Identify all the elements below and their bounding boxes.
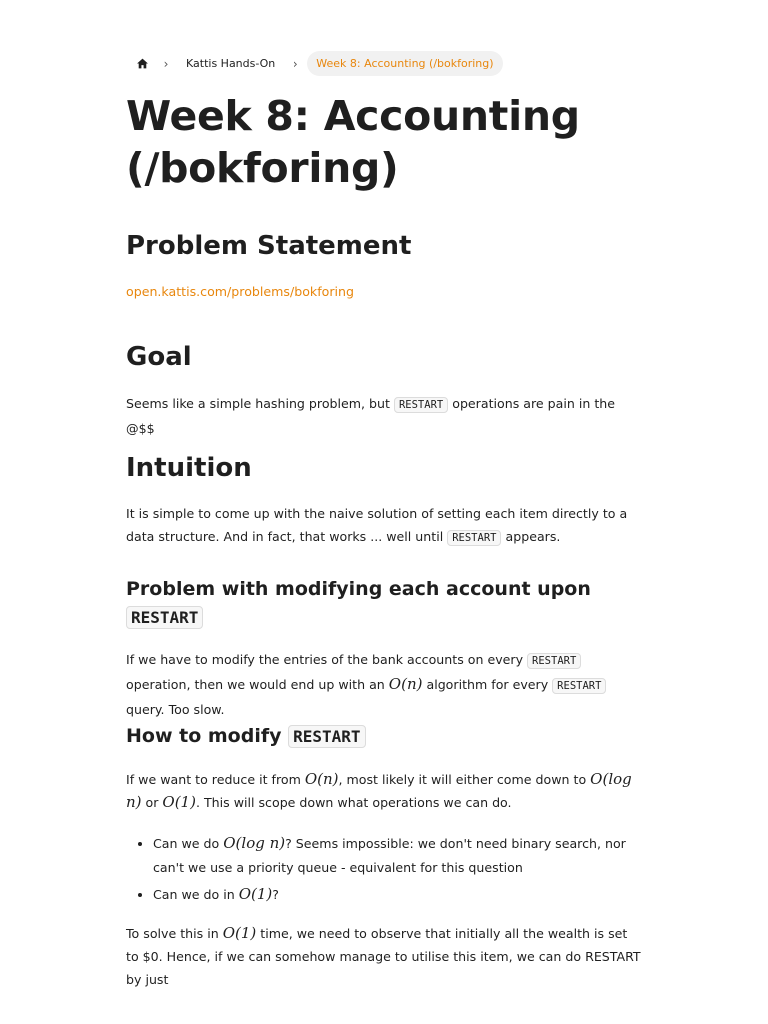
page-title-line2: (/bokforing) xyxy=(126,144,399,192)
modifying-text-part2: operation, then we would end up with an xyxy=(126,677,389,692)
list-item xyxy=(153,882,641,907)
math-expression: O(1) xyxy=(162,793,196,811)
bullet-text-before: Can we do xyxy=(153,836,224,851)
heading-how-to-modify xyxy=(126,722,366,751)
inline-code: RESTART xyxy=(552,678,606,694)
heading-problem-with-modifying xyxy=(126,575,641,632)
bullet-text-after: ? xyxy=(272,887,279,902)
math-expression: O(log n) xyxy=(126,770,632,811)
modifying-text-part3: algorithm for every xyxy=(422,677,553,692)
list-item xyxy=(153,831,641,880)
chevron-right-icon: › xyxy=(292,56,298,71)
modifying-text-part4: query. Too slow. xyxy=(126,702,225,717)
problem-link[interactable]: open.kattis.com/problems/bokforing xyxy=(126,284,354,299)
final-text xyxy=(126,922,641,991)
modifying-text-part1: If we have to modify the entries of the bank accounts on every xyxy=(126,652,528,667)
heading-inline-code: RESTART xyxy=(288,725,365,748)
math-expression: O(1) xyxy=(222,924,257,942)
home-icon-glyph xyxy=(136,57,149,70)
math-expression: O(log n) xyxy=(223,834,286,852)
how-to-text-part4: . This will scope down what operations we can do. xyxy=(195,795,512,810)
goal-text-after: operations are pain in the @$$ xyxy=(126,396,615,436)
math-expression: O(n) xyxy=(304,770,339,788)
goal-text xyxy=(126,392,641,440)
modifying-text xyxy=(126,648,641,721)
home-icon[interactable] xyxy=(130,52,154,76)
intuition-text-before: It is simple to come up with the naive solution of setting each item directly to a data structure. And in fact, that works ... well until xyxy=(126,506,628,544)
page-title xyxy=(126,90,580,194)
heading-goal: Goal xyxy=(126,342,192,372)
how-to-text xyxy=(126,768,641,814)
intuition-text xyxy=(126,502,641,550)
heading-inline-code: RESTART xyxy=(126,606,203,629)
bullet-list xyxy=(126,831,641,909)
heading-how-to-text: How to modify xyxy=(126,725,282,747)
heading-intuition: Intuition xyxy=(126,453,252,483)
inline-code: RESTART xyxy=(527,653,581,669)
math-expression: O(n) xyxy=(388,675,423,693)
chevron-right-icon: › xyxy=(163,56,169,71)
breadcrumb-item-kattis-hands-on[interactable]: Kattis Hands-On xyxy=(186,57,276,70)
intuition-text-after: appears. xyxy=(501,529,561,544)
how-to-text-part1: If we want to reduce it from xyxy=(126,772,305,787)
final-text-before: To solve this in xyxy=(126,926,223,941)
page-title-line1: Week 8: Accounting xyxy=(126,92,580,140)
how-to-text-part2: , most likely it will either come down to xyxy=(338,772,591,787)
heading-modifying-text: Problem with modifying each account upon xyxy=(126,578,591,600)
goal-text-before: Seems like a simple hashing problem, but xyxy=(126,396,394,411)
breadcrumb xyxy=(130,50,503,77)
final-text-after: time, we need to observe that initially all the wealth is set to $0. Hence, if we can somehow manage to utilise this item, we can do RESTART by just xyxy=(126,926,641,987)
inline-code: RESTART xyxy=(394,397,448,413)
bullet-text-after: ? Seems impossible: we don't need binary search, nor can't we use a priority queue - equivalent for this question xyxy=(153,836,626,875)
heading-problem-statement: Problem Statement xyxy=(126,231,412,261)
breadcrumb-item-current[interactable]: Week 8: Accounting (/bokforing) xyxy=(307,51,502,76)
inline-code: RESTART xyxy=(447,530,501,546)
bullet-text-before: Can we do in xyxy=(153,887,239,902)
math-expression: O(1) xyxy=(238,885,273,903)
how-to-text-part3: or xyxy=(141,795,163,810)
